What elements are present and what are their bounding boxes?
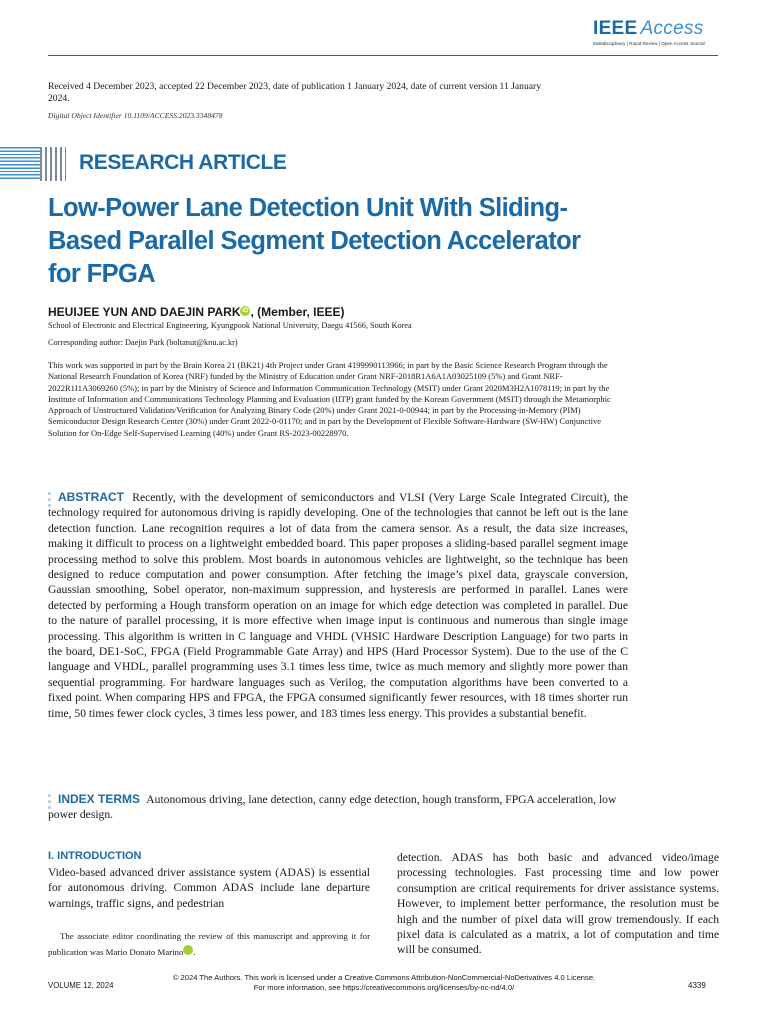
received-dates: Received 4 December 2023, accepted 22 December 2023, date of publication 1 January 2024, date of current version 11 January 2024.: [48, 81, 542, 104]
index-terms-text: Autonomous driving, lane detection, canny edge detection, hough transform, FPGA acceleration, low power design.: [48, 793, 617, 822]
section-heading: I. INTRODUCTION: [48, 850, 142, 862]
logo-brand-accent: Access: [640, 18, 704, 39]
paper-title: Low-Power Lane Detection Unit With Sliding-Based Parallel Segment Detection Accelerator for FPGA: [48, 194, 581, 288]
author-names: HEUIJEE YUN AND DAEJIN PARK: [48, 305, 241, 319]
header-divider: [48, 55, 718, 56]
funding-statement: This work was supported in part by the Brain Korea 21 (BK21) 4th Project under Grant 4199990113966; in part by the Basic Science Research Program through the National Research Foundation of Korea (NRF) funded by the Ministry of Education under Grant NRF-2018R1A6A1A03025109 (5%) and Grant NRF-2022R1I1A3069260 (5%); in part by the Ministry of Science and Information Communication Technology (MSIT) under Grant 2020M3H2A1078119; in part by the Institute of Information and Communications Technology Planning and Evaluation (IITP) grant funded by the Korean Government (MSIT) through the Metamorphic Approach of Unstructured Validation/Verification for Analyzing Binary Code (20%) under Grant 2021-0-00944; in part by the Processing-in-Memory (PIM) Semiconductor Design Research Center (30%) under Grant 2022-0-01170; and in part by the Development of Flexible Software-Hardware (SW-HW) Conjunctive Solution for On-Edge Self-Supervised Learning (40%) under Grant RS-2023-00228970.: [48, 360, 611, 438]
author-line: [48, 305, 345, 319]
banner-stripes-decoration: [0, 147, 40, 181]
abstract-text: Recently, with the development of semiconductors and VLSI (Very Large Scale Integrated Circuit), the technology required for autonomous driving is rapidly developing. One of the technologies that cannot be left out is the lane detection function. Lane recognition requires a lot of data from the camera sensor. As a result, the data size increases, making it difficult to process on a lightweight embedded board. This paper proposes a sliding-based parallel segment image processing method to solve this problem. Most boards in autonomous vehicles are lightweight, so the technique has been designed to reduce computation and power consumption. After fetching the image’s pixel data, grayscale conversion, Gaussian smoothing, Sobel operator, non-maximum suppression, and hysteresis are performed in parallel. Lanes were detected by performing a Hough transform operation on an image for which edge detection was completed in parallel. Due to the nature of parallel processing, it is more effective when image input is continuous and numerous than single image processing. This algorithm is written in C language and VHDL (VHSIC Hardware Description Language) for two parts in the board, DE1-SoC, FPGA (Field Programmable Gate Array) and HPS (Hard Processor System). Due to the use of the C language and VHDL, parallel programming uses 3.1 times less time, twice as much memory and slightly more power than sequential programming. For hardware languages such as Verilog, the computation algorithms have been converted to a fixed point. When comparing HPS and FPGA, the FPGA consumed significantly fewer resources, with 18 times shorter run time, 50 times fewer clock cycles, 3 times less power, and 183 times less energy. This provides a substantial benefit.: [48, 491, 628, 720]
index-terms-block: [48, 792, 628, 823]
doi-line: Digital Object Identifier 10.1109/ACCESS.2023.3348478: [48, 111, 223, 120]
orcid-icon[interactable]: iD: [242, 307, 249, 314]
intro-column-2: detection. ADAS has both basic and advanced video/image processing technologies. Fast processing time and low power consumption are critical requirements for driver assistance systems. However, to implement better performance, the resolution must be high and the number of pixel data will grow tremendously. If each pixel data is calculated as a matrix, a lot of computation and time will be consumed.: [397, 851, 719, 957]
banner-bars-decoration: [40, 147, 66, 181]
logo-tagline: Multidisciplinary | Rapid Review | Open Access Journal: [593, 41, 705, 46]
orcid-icon[interactable]: iD: [183, 945, 193, 955]
article-type-banner: [0, 147, 287, 181]
corresponding-author: Corresponding author: Daejin Park (boltanut@knu.ac.kr): [48, 338, 238, 347]
article-type-label: RESEARCH ARTICLE: [79, 151, 287, 174]
author-membership: , (Member, IEEE): [250, 305, 345, 319]
intro-column-1: Video-based advanced driver assistance system (ADAS) is essential for autonomous driving. Common ADAS include lane departure warnings, traffic signs, and pedestrian: [48, 866, 370, 910]
logo-brand-main: IEEE: [593, 18, 638, 39]
license-line-2[interactable]: For more information, see https://creativecommons.org/licenses/by-nc-nd/4.0/: [253, 982, 515, 992]
page-number: 4339: [688, 981, 706, 990]
journal-logo: [593, 18, 705, 46]
associate-editor-text: The associate editor coordinating the review of this manuscript and approving it for publication was Mario Donato Marino: [48, 931, 370, 957]
abstract-block: [48, 490, 628, 721]
associate-editor-end: .: [193, 947, 196, 957]
abstract-label: ABSTRACT: [58, 490, 124, 504]
affiliation: School of Electronic and Electrical Engineering, Kyungpook National University, Daegu 41566, South Korea: [48, 321, 412, 330]
associate-editor-note: [48, 928, 370, 960]
volume-label: VOLUME 12, 2024: [48, 981, 114, 990]
license-line-1: © 2024 The Authors. This work is licensed under a Creative Commons Attribution-NonCommercial-NoDerivatives 4.0 License.: [172, 973, 596, 982]
license-notice: [120, 973, 648, 992]
index-terms-label: INDEX TERMS: [58, 792, 141, 806]
